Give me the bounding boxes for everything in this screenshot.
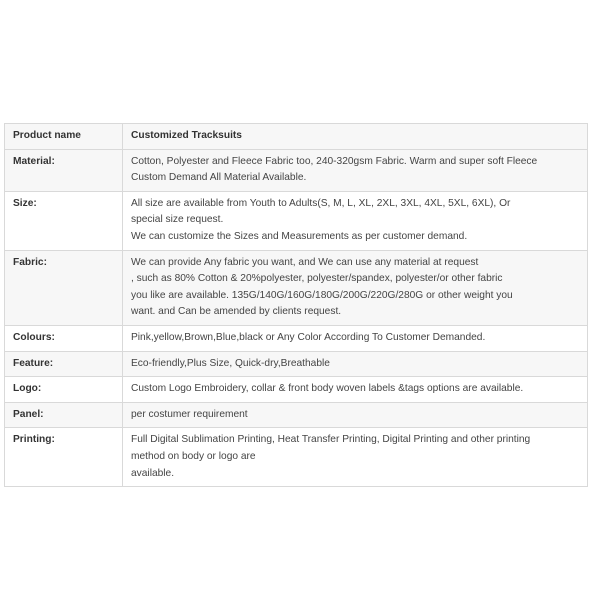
row-value xyxy=(123,325,588,351)
row-label: Printing: xyxy=(5,428,123,487)
value-line: Eco-friendly,Plus Size, Quick-dry,Breathable xyxy=(131,357,330,369)
table-row-printing xyxy=(5,428,588,487)
value-line: All size are available from Youth to Adults(S, M, L, XL, 2XL, 3XL, 4XL, 5XL, 6XL), Or xyxy=(131,197,511,209)
table-row-logo xyxy=(5,377,588,403)
value-line: Custom Logo Embroidery, collar & front body woven labels &tags options are available. xyxy=(131,383,524,395)
value-line: available. xyxy=(131,467,175,479)
row-label: Logo: xyxy=(5,377,123,403)
row-label: Size: xyxy=(5,191,123,250)
row-value xyxy=(123,377,588,403)
row-value xyxy=(123,428,588,487)
table-header-row xyxy=(5,124,588,150)
value-line: We can provide Any fabric you want, and We can use any material at request xyxy=(131,256,479,268)
table-row-material xyxy=(5,149,588,191)
row-label: Material: xyxy=(5,149,123,191)
row-value xyxy=(123,351,588,377)
value-line: special size request. xyxy=(131,214,224,226)
value-line: Cotton, Polyester and Fleece Fabric too, 240-320gsm Fabric. Warm and super soft Fleece xyxy=(131,155,538,167)
value-line: Full Digital Sublimation Printing, Heat Transfer Printing, Digital Printing and other printing xyxy=(131,434,531,446)
row-value xyxy=(123,250,588,325)
table-row-panel xyxy=(5,402,588,428)
table-row-colours xyxy=(5,325,588,351)
row-value xyxy=(123,402,588,428)
table-row-fabric xyxy=(5,250,588,325)
row-value xyxy=(123,149,588,191)
value-line: method on body or logo are xyxy=(131,450,256,462)
table-row-feature xyxy=(5,351,588,377)
table-row-size xyxy=(5,191,588,250)
value-line: We can customize the Sizes and Measurements as per customer demand. xyxy=(131,230,468,242)
value-line: Custom Demand All Material Available. xyxy=(131,172,307,184)
value-line: , such as 80% Cotton & 20%polyester, polyester/spandex, polyester/or other fabric xyxy=(131,273,503,285)
product-spec-table xyxy=(4,123,588,487)
header-value: Customized Tracksuits xyxy=(123,124,588,150)
row-value xyxy=(123,191,588,250)
value-line: you like are available. 135G/140G/160G/180G/200G/220G/280G or other weight you xyxy=(131,289,513,301)
row-label: Panel: xyxy=(5,402,123,428)
row-label: Fabric: xyxy=(5,250,123,325)
row-label: Colours: xyxy=(5,325,123,351)
value-line: want. and Can be amended by clients request. xyxy=(131,306,342,318)
row-label: Feature: xyxy=(5,351,123,377)
value-line: per costumer requirement xyxy=(131,408,248,420)
value-line: Pink,yellow,Brown,Blue,black or Any Color According To Customer Demanded. xyxy=(131,331,486,343)
header-label: Product name xyxy=(5,124,123,150)
